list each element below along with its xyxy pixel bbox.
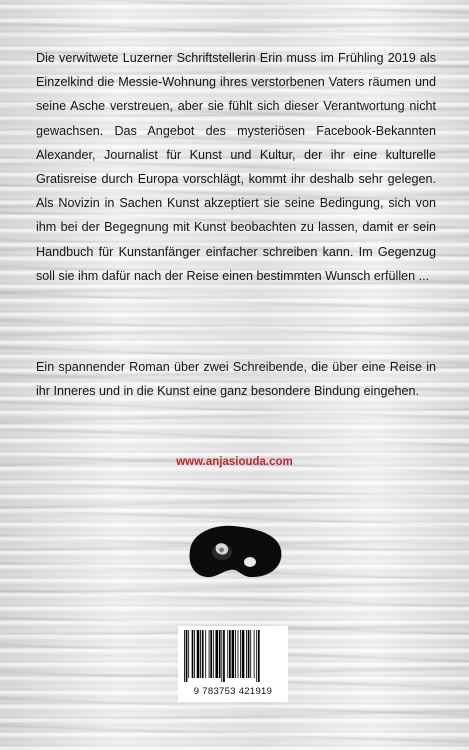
barcode-bar (184, 630, 185, 682)
barcode-bar (232, 630, 235, 678)
barcode-bar (229, 630, 231, 678)
barcode-bar (223, 630, 225, 682)
barcode-bar (215, 630, 218, 678)
barcode-bar (192, 630, 194, 678)
barcode-bar (240, 630, 241, 678)
barcode-bar (202, 630, 204, 678)
barcode-bar (205, 630, 206, 678)
artist-palette-icon (186, 520, 286, 582)
barcode-bar (258, 630, 260, 682)
barcode-bars (183, 630, 283, 682)
barcode-bar (242, 630, 245, 678)
barcode-bar (186, 630, 188, 682)
barcode-bar (188, 630, 189, 678)
barcode-bar (254, 630, 255, 678)
tagline-text: Ein spannender Roman über zwei Schreibende, die über eine Reise in ihr Inneres und in die Kunst eine ganz besondere Bindung eingehen. (36, 360, 436, 399)
barcode-bar (200, 630, 201, 678)
barcode-bar (256, 630, 257, 682)
barcode-bar (194, 630, 195, 678)
barcode-bar (238, 630, 239, 678)
barcode-bar (246, 630, 247, 678)
barcode-bar (235, 630, 236, 678)
barcode (178, 626, 288, 702)
isbn-number: 9 783753 421919 (193, 686, 273, 697)
barcode-bar (197, 630, 200, 678)
website-link[interactable]: www.anjasiouda.com (176, 456, 293, 468)
barcode-bar (210, 630, 212, 678)
barcode-bar (209, 630, 210, 678)
barcode-bar (219, 630, 221, 678)
barcode-bar (213, 630, 214, 678)
synopsis-text: Die verwitwete Luzerner Schriftstellerin Erin muss im Frühling 2019 als Einzelkind die Messie-Wohnung ihres verstorbenen Vaters räumen und seine Asche verstreuen, aber sie fühlt sich dieser Verantwortung nicht gewachsen. Das Angebot des mysteriösen Facebook-Bekannten Alexander, Journalist für Kunst und Kultur, der ihr eine kulturelle Gratisreise durch Europa vorschlägt, kommt ihr deshalb sehr gelegen. Als Novizin in Sachen Kunst akzeptiert sie seine Bedingung, sich von ihm bei der Begegnung mit Kunst beobachten zu lassen, damit er sein Handbuch für Kunstanfänger einfacher schreiben kann. Im Gegenzug soll sie ihm dafür nach der Reise einen bestimmten Wunsch erfüllen ... (36, 51, 436, 283)
barcode-bar (227, 630, 228, 678)
barcode-bar (250, 630, 251, 678)
barcode-bar (248, 630, 250, 678)
barcode-bar (221, 630, 222, 682)
